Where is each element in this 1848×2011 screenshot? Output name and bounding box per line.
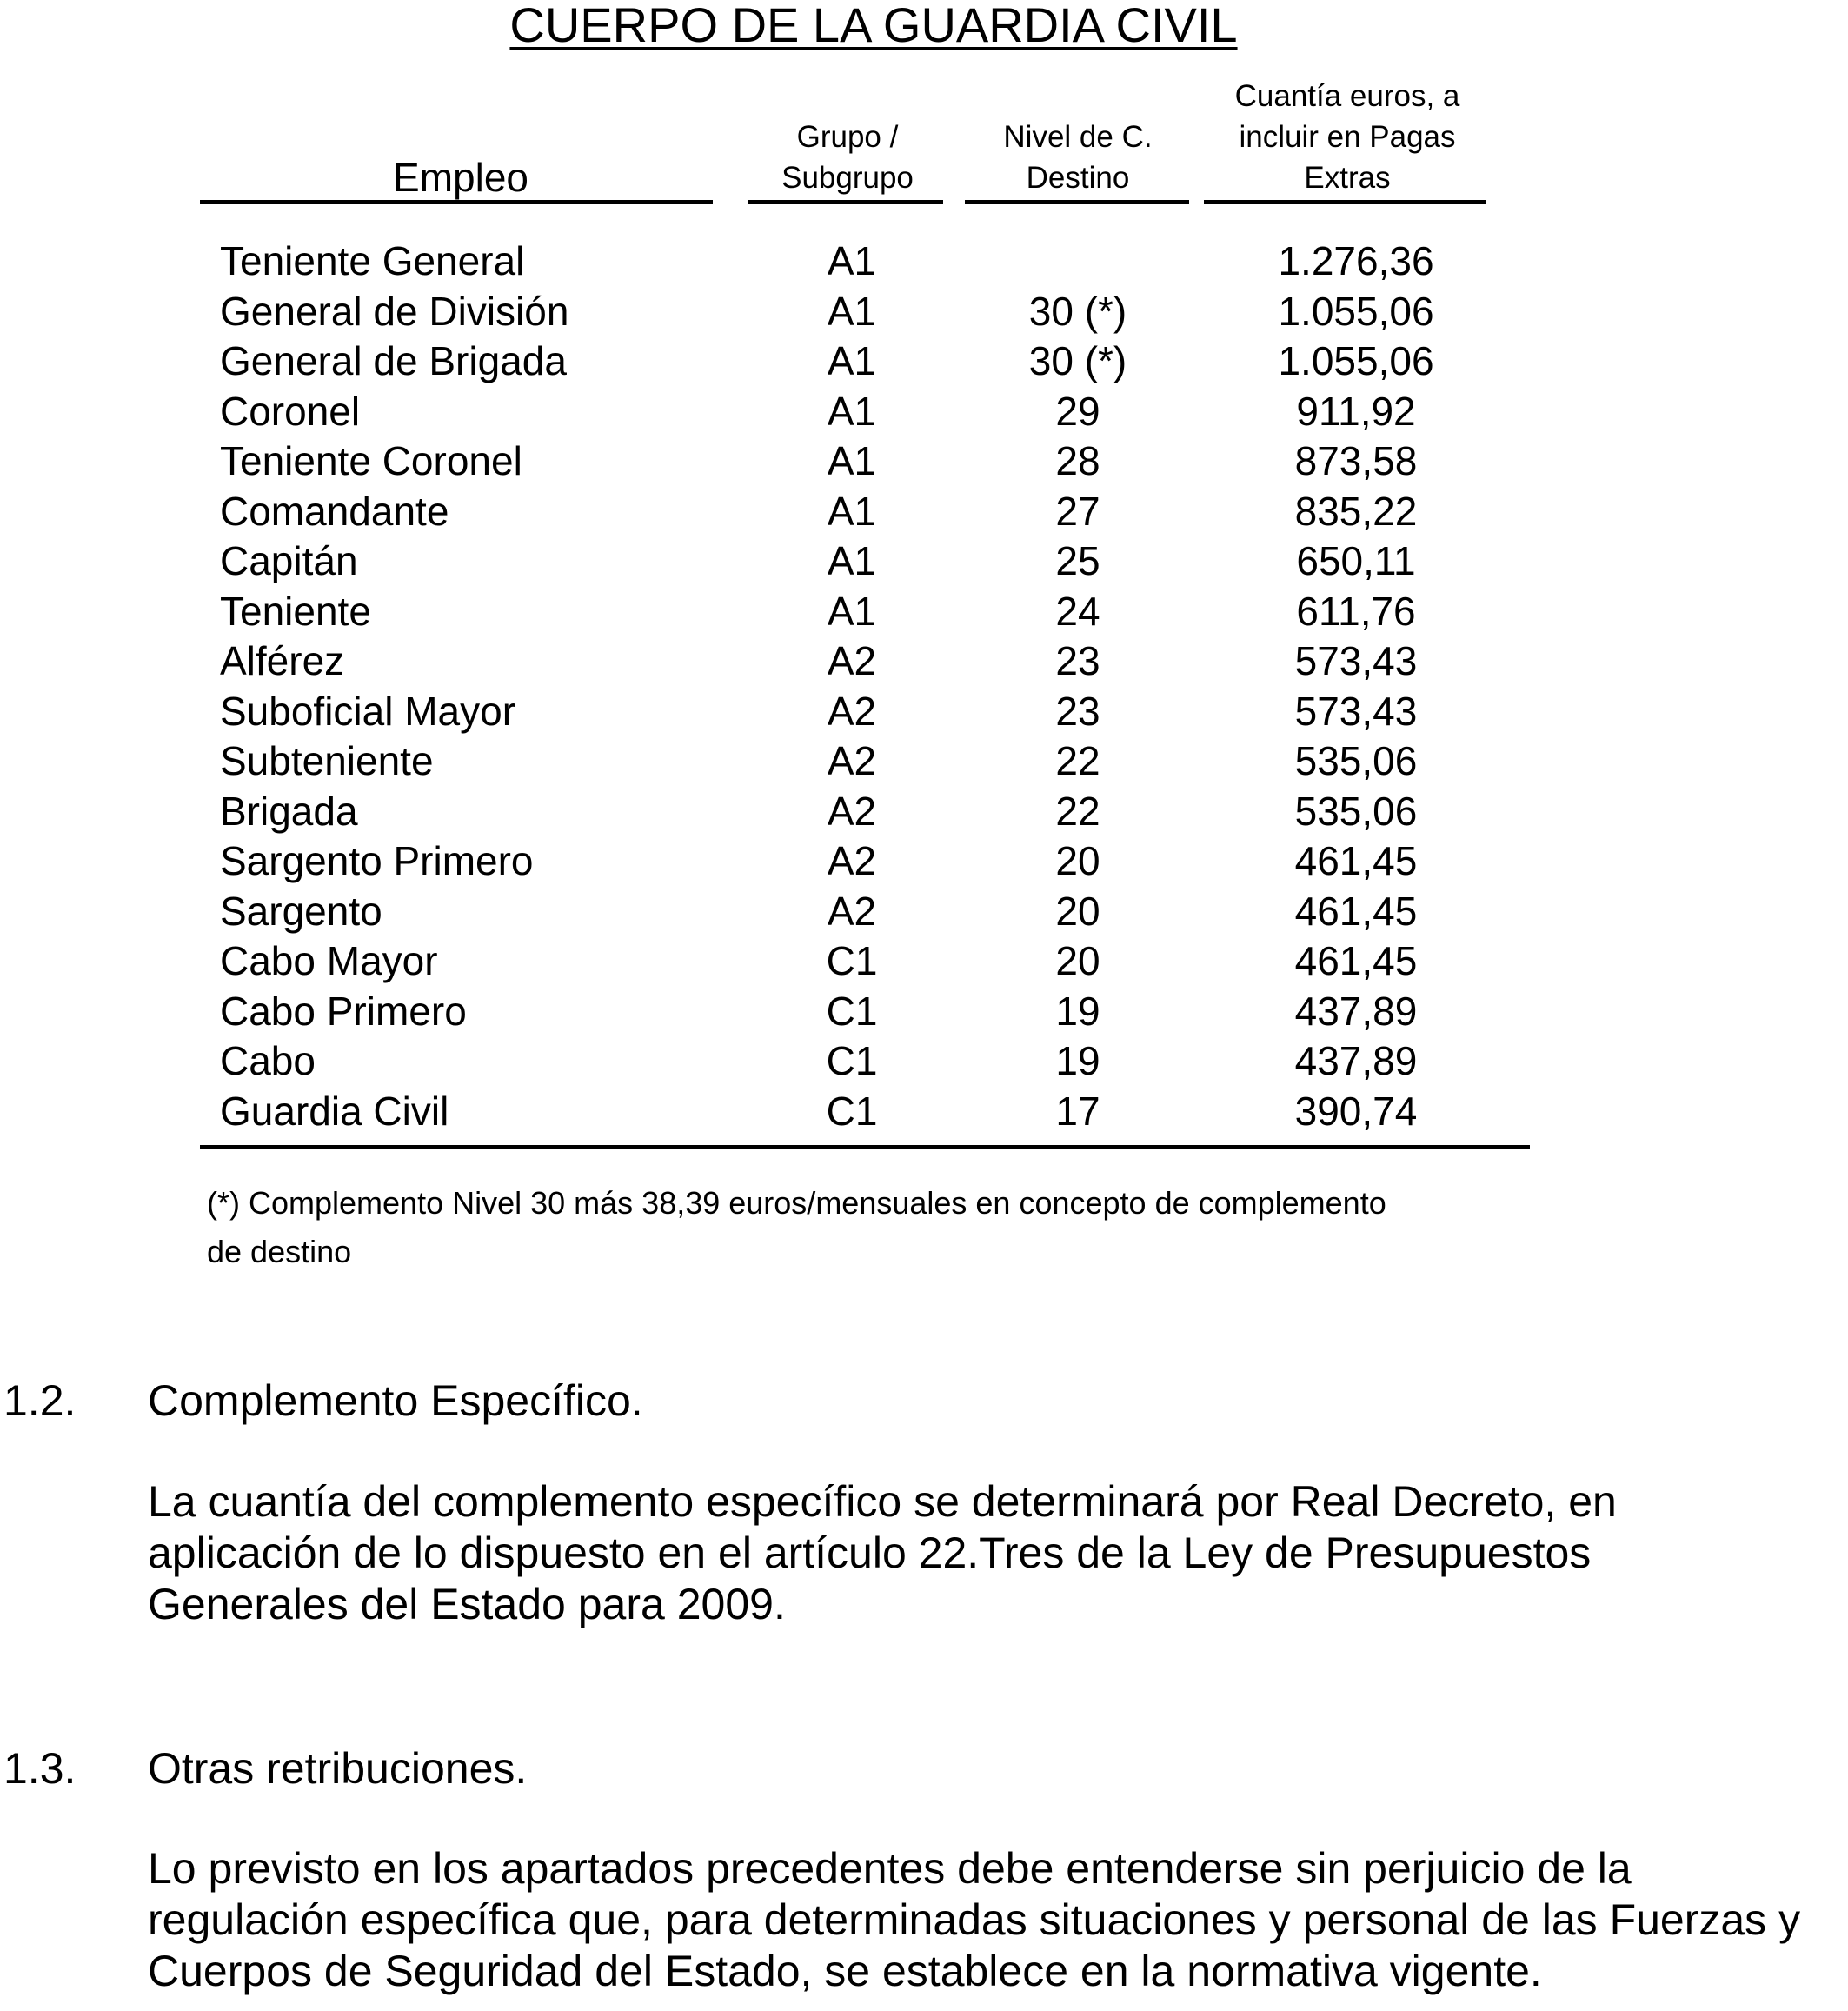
cell-empleo: Capitán	[220, 538, 358, 583]
table-row	[0, 987, 1848, 1037]
cell-grupo: C1	[826, 1038, 878, 1083]
cell-nivel: 19	[1055, 988, 1100, 1034]
table-row	[0, 287, 1848, 337]
cell-grupo: A2	[827, 838, 877, 883]
header-rule-empleo	[200, 200, 713, 204]
header-nivel-line: Nivel de C.	[1003, 120, 1153, 154]
table-footnote	[207, 1179, 1386, 1276]
header-cuantia-line: Extras	[1304, 161, 1391, 195]
cell-grupo: A2	[827, 888, 877, 934]
cell-empleo: Teniente	[220, 588, 371, 634]
header-grupo	[748, 117, 947, 198]
cell-grupo: A1	[827, 288, 877, 334]
cell-empleo: Subteniente	[220, 738, 434, 783]
cell-grupo: A1	[827, 438, 877, 483]
table-row	[0, 787, 1848, 837]
cell-cuantia: 835,22	[1294, 488, 1418, 534]
cell-grupo: C1	[826, 1088, 878, 1134]
cell-cuantia: 573,43	[1294, 638, 1418, 683]
cell-nivel: 28	[1055, 438, 1100, 483]
table-row	[0, 587, 1848, 637]
table-row	[0, 1036, 1848, 1087]
cell-nivel: 30 (*)	[1028, 338, 1127, 383]
cell-cuantia: 461,45	[1294, 838, 1418, 883]
cell-empleo: General de División	[220, 288, 569, 334]
cell-grupo: A1	[827, 538, 877, 583]
cell-nivel: 19	[1055, 1038, 1100, 1083]
cell-empleo: Coronel	[220, 388, 361, 434]
cell-empleo: Alférez	[220, 638, 345, 683]
section-title: Complemento Específico.	[148, 1376, 643, 1425]
header-cuantia-line: incluir en Pagas	[1239, 120, 1456, 154]
table-row	[0, 436, 1848, 487]
table-body	[0, 236, 1848, 1136]
header-cuantia-line: Cuantía euros, a	[1234, 79, 1460, 113]
cell-empleo: Guardia Civil	[220, 1088, 449, 1134]
cell-grupo: A2	[827, 738, 877, 783]
footnote-line: (*) Complemento Nivel 30 más 38,39 euros/mensuales en concepto de complemento	[207, 1185, 1386, 1221]
table-row	[0, 836, 1848, 887]
cell-grupo: A1	[827, 338, 877, 383]
cell-empleo: Suboficial Mayor	[220, 688, 516, 734]
section-paragraph: Lo previsto en los apartados precedentes debe entenderse sin perjuicio de la regulación específica que, para determinadas situaciones y personal de las Fuerzas y Cuerpos de Seguridad del Estado, se establece en la normativa vigente.	[148, 1844, 1801, 1995]
cell-cuantia: 1.055,06	[1278, 338, 1434, 383]
cell-empleo: Teniente General	[220, 238, 525, 283]
cell-nivel: 29	[1055, 388, 1100, 434]
cell-cuantia: 650,11	[1296, 538, 1416, 583]
cell-grupo: C1	[826, 988, 878, 1034]
header-nivel-line: Destino	[1026, 161, 1130, 195]
cell-cuantia: 461,45	[1294, 938, 1418, 983]
cell-nivel: 23	[1055, 688, 1100, 734]
cell-cuantia: 911,92	[1296, 388, 1416, 434]
cell-nivel: 20	[1055, 888, 1100, 934]
cell-nivel: 17	[1055, 1088, 1100, 1134]
header-nivel	[965, 117, 1191, 198]
table-row	[0, 236, 1848, 287]
cell-empleo: Sargento	[220, 888, 382, 934]
cell-grupo: A1	[827, 388, 877, 434]
cell-cuantia: 1.276,36	[1278, 238, 1434, 283]
cell-cuantia: 461,45	[1294, 888, 1418, 934]
header-grupo-line: Grupo /	[796, 120, 899, 154]
cell-cuantia: 437,89	[1294, 988, 1418, 1034]
cell-grupo: A1	[827, 238, 877, 283]
header-rule-cuantia	[1204, 200, 1486, 204]
section-title: Otras retribuciones.	[148, 1744, 528, 1793]
header-rule-grupo	[748, 200, 943, 204]
cell-nivel: 23	[1055, 638, 1100, 683]
table-row	[0, 687, 1848, 737]
footnote-line: de destino	[207, 1234, 352, 1269]
cell-empleo: General de Brigada	[220, 338, 567, 383]
cell-empleo: Cabo	[220, 1038, 316, 1083]
section-number: 1.2.	[3, 1376, 76, 1425]
cell-nivel: 22	[1055, 788, 1100, 834]
table-bottom-rule	[200, 1145, 1530, 1149]
cell-grupo: C1	[826, 938, 878, 983]
table-row	[0, 536, 1848, 587]
cell-empleo: Comandante	[220, 488, 449, 534]
cell-cuantia: 535,06	[1294, 788, 1418, 834]
table-row	[0, 887, 1848, 937]
cell-cuantia: 873,58	[1294, 438, 1418, 483]
header-cuantia	[1204, 76, 1491, 198]
cell-empleo: Teniente Coronel	[220, 438, 522, 483]
cell-grupo: A2	[827, 638, 877, 683]
table-row	[0, 936, 1848, 987]
cell-cuantia: 1.055,06	[1278, 288, 1434, 334]
cell-grupo: A1	[827, 488, 877, 534]
cell-empleo: Cabo Mayor	[220, 938, 438, 983]
cell-nivel: 30 (*)	[1028, 288, 1127, 334]
section-number: 1.3.	[3, 1744, 76, 1793]
header-grupo-line: Subgrupo	[781, 161, 914, 195]
cell-empleo: Sargento Primero	[220, 838, 534, 883]
cell-nivel: 20	[1055, 838, 1100, 883]
cell-grupo: A2	[827, 788, 877, 834]
cell-grupo: A2	[827, 688, 877, 734]
cell-cuantia: 573,43	[1294, 688, 1418, 734]
cell-nivel: 22	[1055, 738, 1100, 783]
page-title: CUERPO DE LA GUARDIA CIVIL	[509, 0, 1238, 52]
table-row	[0, 487, 1848, 537]
header-empleo: Empleo	[393, 155, 528, 200]
cell-nivel: 20	[1055, 938, 1100, 983]
table-row	[0, 1087, 1848, 1137]
cell-nivel: 27	[1055, 488, 1100, 534]
cell-cuantia: 611,76	[1296, 588, 1416, 634]
cell-nivel: 24	[1055, 588, 1100, 634]
table-row	[0, 387, 1848, 437]
cell-nivel: 25	[1055, 538, 1100, 583]
cell-cuantia: 535,06	[1294, 738, 1418, 783]
cell-cuantia: 390,74	[1294, 1088, 1418, 1134]
header-rule-nivel	[965, 200, 1189, 204]
table-row	[0, 736, 1848, 787]
cell-grupo: A1	[827, 588, 877, 634]
cell-empleo: Cabo Primero	[220, 988, 467, 1034]
cell-cuantia: 437,89	[1294, 1038, 1418, 1083]
section-paragraph: La cuantía del complemento específico se determinará por Real Decreto, en aplicación de lo dispuesto en el artículo 22.Tres de la Ley de Presupuestos Generales del Estado para 2009.	[148, 1477, 1617, 1628]
table-row	[0, 336, 1848, 387]
cell-empleo: Brigada	[220, 788, 358, 834]
table-row	[0, 636, 1848, 687]
